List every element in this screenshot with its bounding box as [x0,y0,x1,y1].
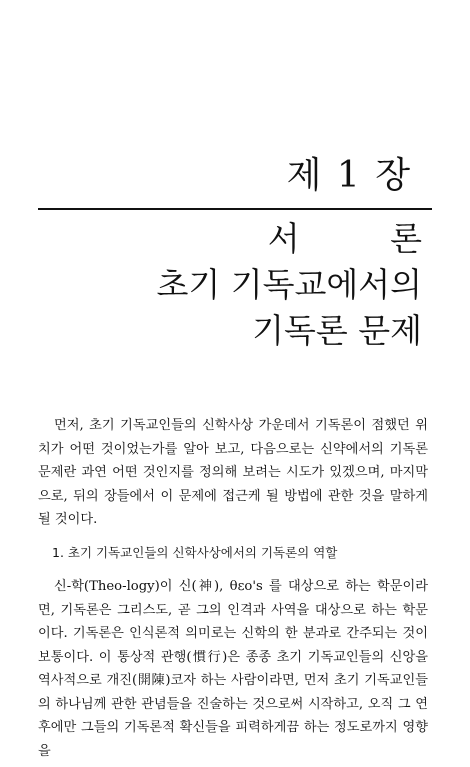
section-paragraph [38,575,428,763]
chapter-title-line-3: 기독론 문제 [252,311,422,350]
chapter-divider [38,208,432,210]
intro-paragraph [38,414,428,532]
section-paragraph-text: 신-학(Theo-logy)이 신(神), θεο's 를 대상으로 하는 학문이라면, 기독론은 그리스도, 곧 그의 인격과 사역을 대상으로 하는 학문이다. 기독론은 인식론적 의미로는 신학의 한 분과로 간주되는 것이 보통이다. 이 통상적 관행(慣行)은 종종 초기 기독교인들의 신앙을 역사적으로 개진(開陳)코자 하는 사람이라면, 먼저 초기 기독교인들의 하나님께 관한 관념들을 진술하는 것으로써 시작하고, 오직 그 연후에만 그들의 기독론적 확신들을 피력하게끔 하는 정도로까지 영향을 [38,579,428,759]
chapter-title [156,216,462,354]
chapter-title-line-1: 서 론 [267,219,462,258]
intro-paragraph-text: 먼저, 초기 기독교인들의 신학사상 가운데서 기독론이 점했던 위치가 어떤 것이었는가를 알아 보고, 다음으로는 신약에서의 기독론 문제란 과연 어떤 것인지를 정의해 보려는 시도가 있겠으며, 마지막으로, 뒤의 장들에서 이 문제에 접근케 될 방법에 관한 것을 말하게 될 것이다. [38,418,428,527]
chapter-title-line-2: 초기 기독교에서의 [156,265,422,304]
section-heading: 1. 초기 기독교인들의 신학사상에서의 기독론의 역할 [52,545,338,560]
chapter-number: 제 1 장 [286,155,412,196]
